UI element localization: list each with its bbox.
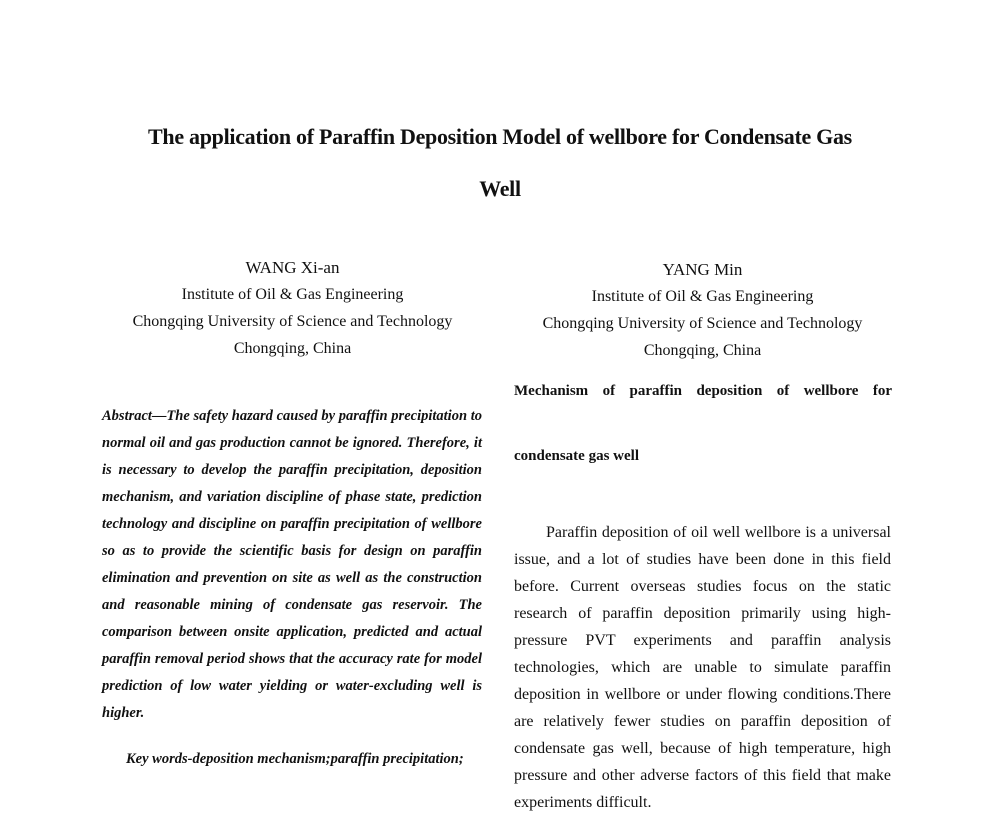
abstract-text: Abstract—The safety hazard caused by paraffin precipitation to normal oil and gas production cannot be ignored. Therefore, it is necessary to develop the paraffin precipitation, deposition mechanism, and variation discipline of phase state, prediction technology and discipline on paraffin precipitation of wellbore so as to provide the scientific basis for design on paraffin elimination and prevention on site as well as the construction and reasonable mining of condensate gas reservoir. The comparison between onsite application, predicted and actual paraffin removal period shows that the accuracy rate for model prediction of low water yielding or water-excluding well is higher. [102,408,482,721]
author-name: WANG Xi-an [245,258,340,277]
paper-title: The application of Paraffin Deposition Model of wellbore for Condensate Gas [148,124,852,149]
author-location: Chongqing, China [233,340,352,357]
author-department: Institute of Oil & Gas Engineering [591,288,814,305]
author-block-1 [100,254,485,362]
author-location: Chongqing, China [643,342,762,359]
author-department: Institute of Oil & Gas Engineering [181,286,404,303]
section-heading: Mechanism of paraffin deposition of wellbore for [514,383,892,399]
author-name: YANG Min [662,260,743,279]
paper-title-continued: Well [479,176,521,201]
section-body-text: Paraffin deposition of oil well wellbore is a universal issue, and a lot of studies have been done in this field before. Current overseas studies focus on the static research of paraffin deposition primarily using high-pressure PVT experiments and paraffin analysis technologies, which are unable to simulate paraffin deposition in wellbore or under flowing conditions.There are relatively fewer studies on paraffin deposition of condensate gas well, because of high temperature, high pressure and other adverse factors of this field that make experiments difficult. [514,524,891,811]
author-university: Chongqing University of Science and Technology [132,313,453,330]
keywords-text: Key words-deposition mechanism;paraffin precipitation; [126,751,464,767]
section-heading-continued: condensate gas well [514,448,639,464]
author-block-2 [510,256,895,364]
author-university: Chongqing University of Science and Technology [542,315,863,332]
